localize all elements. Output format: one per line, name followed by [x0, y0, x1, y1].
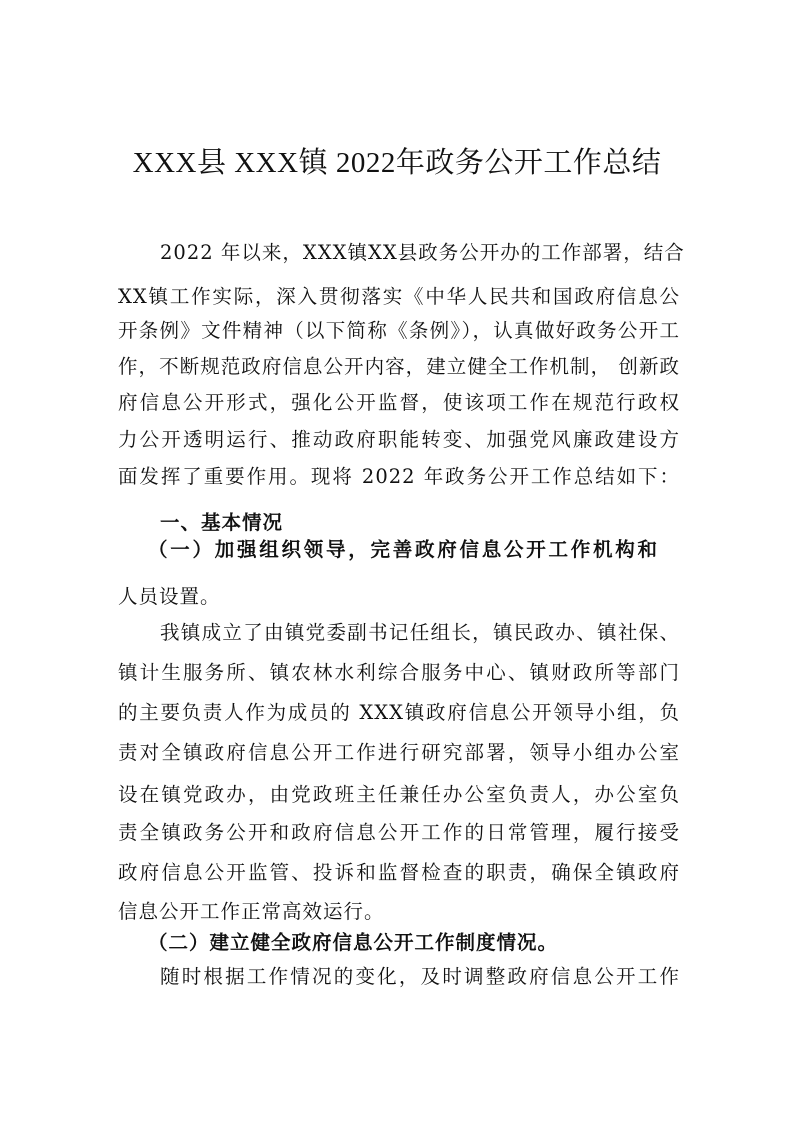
subsection-heading: （二）建立健全政府信息公开工作制度情况。: [148, 931, 559, 954]
paragraph-line: 2022 年以来，XXX镇XX县政务公开办的工作部署，结合: [160, 241, 685, 264]
section-heading: 一、基本情况: [160, 511, 284, 534]
paragraph-line: 的主要负责人作为成员的 XXX镇政府信息公开领导小组，负: [118, 701, 680, 724]
subsection-heading-cont: 人员设置。: [118, 585, 221, 608]
paragraph-line: 政府信息公开监管、投诉和监督检查的职责，确保全镇政府: [118, 861, 680, 884]
paragraph-line: 面发挥了重要作用。现将 2022 年政务公开工作总结如下：: [118, 465, 680, 488]
paragraph-line: 我镇成立了由镇党委副书记任组长，镇民政办、镇社保、: [160, 621, 680, 644]
paragraph-line: 信息公开工作正常高效运行。: [118, 900, 385, 923]
paragraph-line: 随时根据工作情况的变化，及时调整政府信息公开工作: [160, 965, 680, 988]
paragraph-line: 开条例》文件精神（以下简称《条例》），认真做好政务公开工: [118, 319, 680, 342]
paragraph-line: 府信息公开形式，强化公开监督，使该项工作在规范行政权: [118, 391, 680, 414]
paragraph-line: XX镇工作实际，深入贯彻落实《中华人民共和国政府信息公: [118, 285, 680, 308]
paragraph-line: 责对全镇政府信息公开工作进行研究部署，领导小组办公室: [118, 741, 680, 764]
subsection-heading: （一）加强组织领导，完善政府信息公开工作机构和: [148, 538, 658, 561]
paragraph-line: 作，不断规范政府信息公开内容，建立健全工作机制， 创新政: [118, 355, 680, 378]
document-title: XXX县 XXX镇 2022年政务公开工作总结: [132, 147, 662, 179]
paragraph-line: 设在镇党政办，由党政班主任兼任办公室负责人，办公室负: [118, 783, 680, 806]
paragraph-line: 镇计生服务所、镇农林水利综合服务中心、镇财政所等部门: [118, 661, 680, 684]
paragraph-line: 力公开透明运行、推动政府职能转变、加强党风廉政建设方: [118, 428, 680, 451]
paragraph-line: 责全镇政务公开和政府信息公开工作的日常管理，履行接受: [118, 821, 680, 844]
